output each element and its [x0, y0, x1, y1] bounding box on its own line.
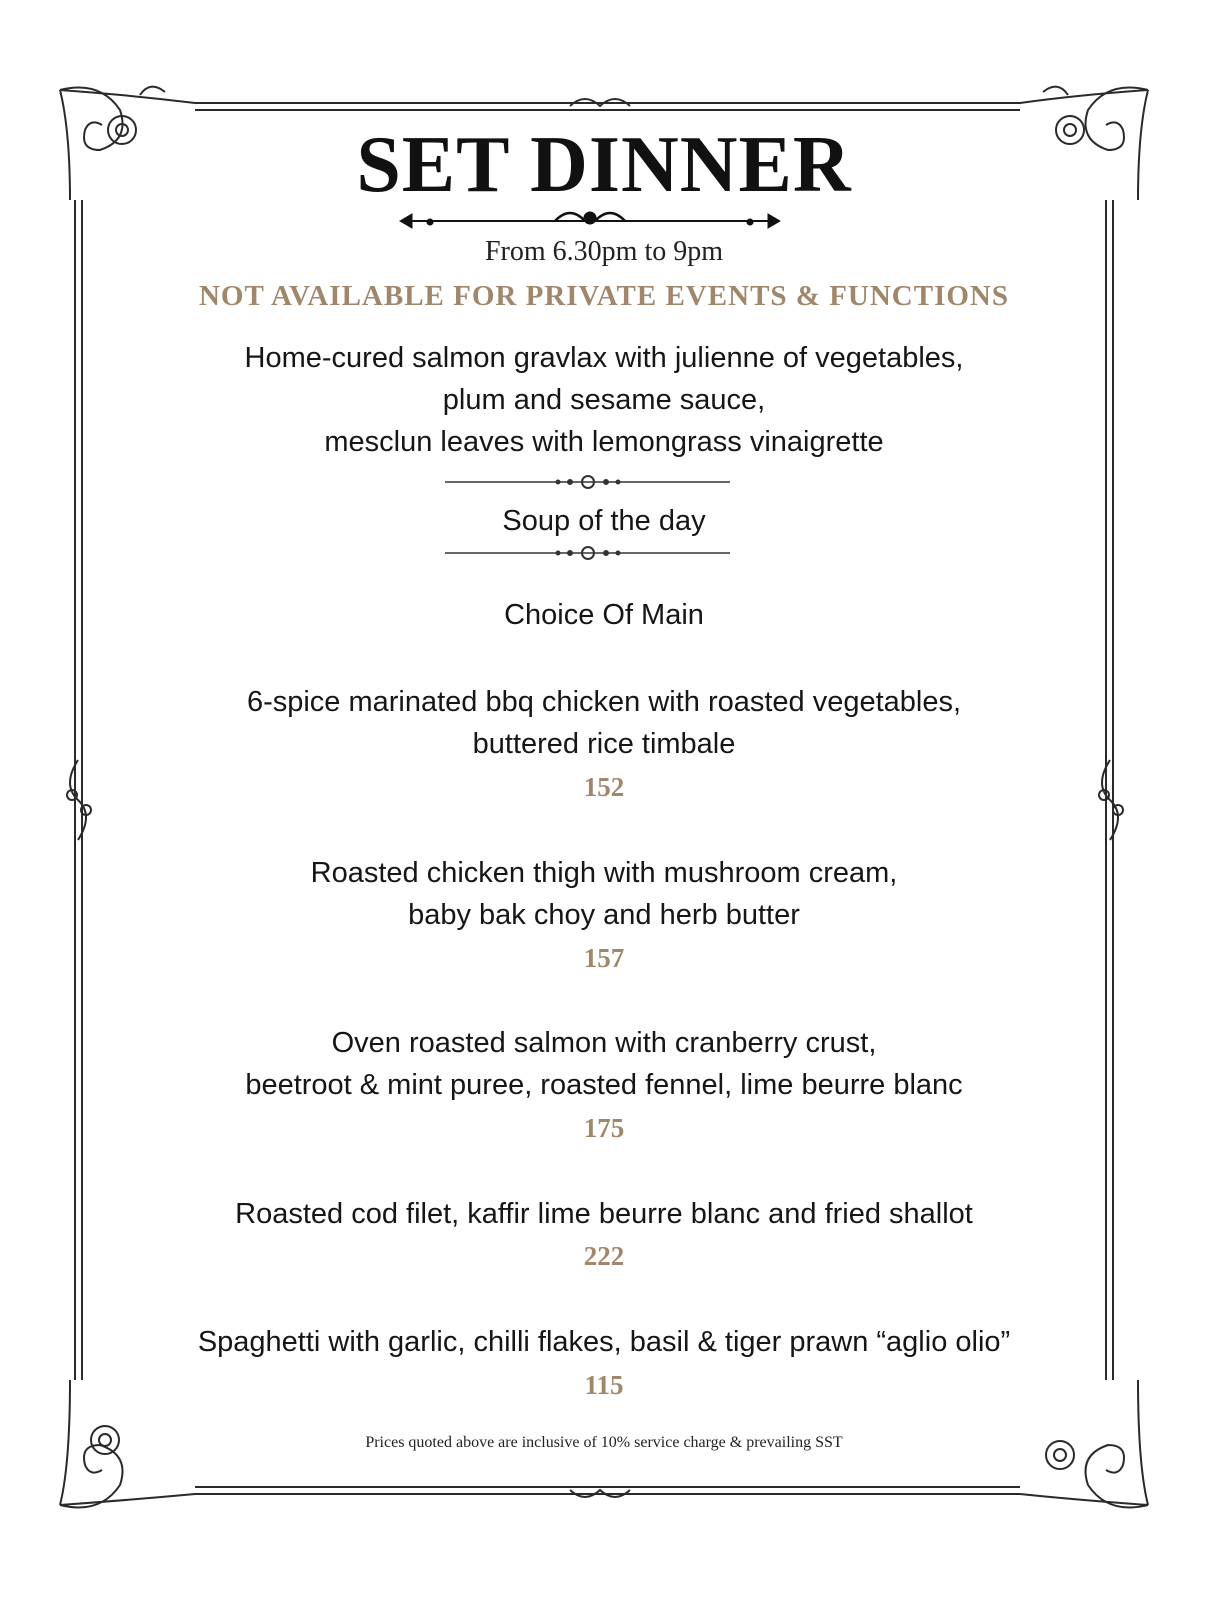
main-item-5-price: 115 — [584, 1370, 624, 1400]
availability-notice: NOT AVAILABLE FOR PRIVATE EVENTS & FUNCTIONS — [198, 280, 1009, 312]
main-item-line: Spaghetti with garlic, chilli flakes, basil & tiger prawn “aglio olio” — [197, 1326, 1011, 1358]
main-item-2-price: 157 — [583, 943, 625, 973]
main-item-line: beetroot & mint puree, roasted fennel, lime beurre blanc — [245, 1069, 963, 1101]
title-divider-ornament — [400, 212, 780, 228]
service-hours: From 6.30pm to 9pm — [484, 236, 723, 267]
main-item-5 — [0, 1321, 1208, 1363]
bottom-center-flourish — [570, 1490, 630, 1497]
top-center-flourish — [570, 99, 630, 106]
starter-line: mesclun leaves with lemongrass vinaigrette — [324, 426, 884, 458]
starter-description — [0, 337, 1208, 463]
starter-line: plum and sesame sauce, — [442, 384, 766, 416]
menu-title: SET DINNER — [356, 121, 852, 209]
soup-course: Soup of the day — [502, 505, 706, 537]
main-item-line: buttered rice timbale — [472, 728, 736, 760]
price-footnote: Prices quoted above are inclusive of 10% service charge & prevailing SST — [365, 1434, 843, 1451]
main-item-line: baby bak choy and herb butter — [408, 899, 800, 931]
main-course-heading: Choice Of Main — [504, 599, 704, 631]
main-item-4 — [0, 1193, 1208, 1235]
main-item-4-price: 222 — [583, 1241, 625, 1271]
main-item-3-price: 175 — [583, 1113, 625, 1143]
course-divider-2 — [445, 547, 730, 559]
main-item-1 — [0, 681, 1208, 765]
main-item-1-price: 152 — [583, 772, 625, 802]
main-item-3 — [0, 1022, 1208, 1106]
main-item-line: 6-spice marinated bbq chicken with roasted vegetables, — [246, 686, 962, 718]
course-divider-1 — [445, 476, 730, 488]
main-item-line: Roasted cod filet, kaffir lime beurre blanc and fried shallot — [235, 1198, 973, 1230]
main-item-line: Roasted chicken thigh with mushroom cream, — [310, 857, 898, 889]
main-item-2 — [0, 852, 1208, 936]
main-item-line: Oven roasted salmon with cranberry crust, — [331, 1027, 877, 1059]
starter-line: Home-cured salmon gravlax with julienne of vegetables, — [244, 342, 964, 374]
